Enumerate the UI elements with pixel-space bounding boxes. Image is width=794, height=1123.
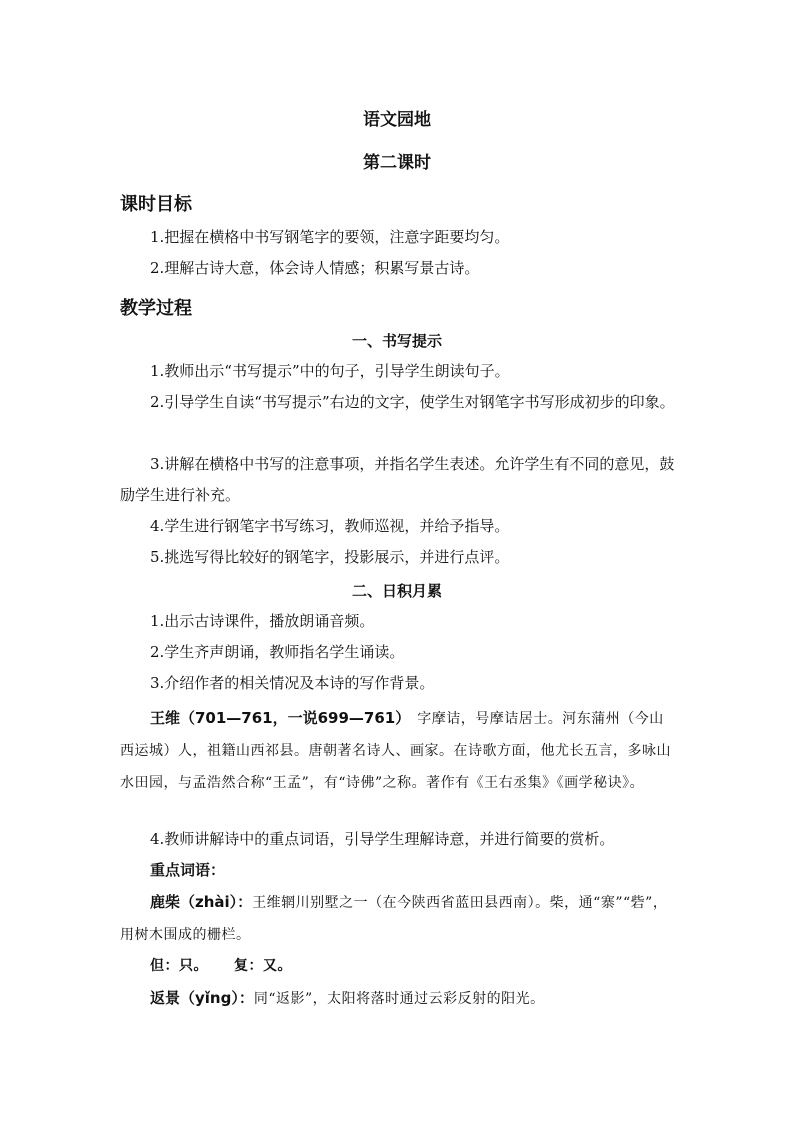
section1-title: 一、书写提示 xyxy=(351,332,442,350)
keyword-term: 返景（yǐng）： xyxy=(150,989,254,1007)
section1-item: 3.讲解在横格中书写的注意事项，并指名学生表述。允许学生有不同的意见，鼓励学生进行补充。 xyxy=(120,455,675,504)
keyword-term: 复：又。 xyxy=(234,958,292,974)
page-title: 语文园地 xyxy=(363,110,431,130)
goal-item: 1.把握在横格中书写钢笔字的要领，注意字距要均匀。 xyxy=(150,228,510,246)
section2-title: 二、日积月累 xyxy=(351,582,442,600)
keyword-term: 但：只。 xyxy=(150,958,208,974)
keyword-definition: 同“返影”，太阳将落时通过云彩反射的阳光。 xyxy=(253,991,545,1007)
section2-item: 2.学生齐声朗诵，教师指名学生诵读。 xyxy=(150,643,405,661)
section1-item: 1.教师出示“书写提示”中的句子，引导学生朗读句子。 xyxy=(150,362,510,380)
author-intro xyxy=(120,703,676,799)
page-subtitle: 第二课时 xyxy=(363,153,431,173)
section2-item: 4.教师讲解诗中的重点词语，引导学生理解诗意，并进行简要的赏析。 xyxy=(150,830,615,848)
keyword-entry xyxy=(120,887,676,951)
keyword-entry xyxy=(120,951,676,982)
section2-item: 3.介绍作者的相关情况及本诗的写作背景。 xyxy=(150,674,435,692)
process-heading: 教学过程 xyxy=(120,298,192,319)
section1-item: 4.学生进行钢笔字书写练习，教师巡视，并给予指导。 xyxy=(150,517,510,535)
author-name: 王维（701—761，一说699—761） xyxy=(150,709,403,727)
section2-item: 1.出示古诗课件，播放朗诵音频。 xyxy=(150,612,375,630)
goal-item: 2.理解古诗大意，体会诗人情感；积累写景古诗。 xyxy=(150,259,480,277)
keyword-definition: 王维辋川别墅之一（在今陕西省蓝田县西南）。柴，通“寨”“砦”，用树木围成的栅栏。 xyxy=(120,895,668,943)
author-description: 字摩诘，号摩诘居士。河东蒲州（今山西运城）人，祖籍山西祁县。唐朝著名诗人、画家。在诗歌方面，他尤长五言，多咏山水田园，与孟浩然合称“王孟”，有“诗佛”之称。著作有《王右丞集》《画学秘诀》。 xyxy=(120,711,671,791)
keyword-entry xyxy=(120,983,676,1015)
section1-item: 2.引导学生自读“书写提示”右边的文字，使学生对钢笔字书写形成初步的印象。 xyxy=(150,393,675,411)
goals-heading: 课时目标 xyxy=(120,194,192,215)
keywords-label: 重点词语： xyxy=(150,861,226,879)
keyword-term: 鹿柴（zhài）： xyxy=(150,893,253,911)
section1-item: 5.挑选写得比较好的钢笔字，投影展示，并进行点评。 xyxy=(150,548,510,566)
